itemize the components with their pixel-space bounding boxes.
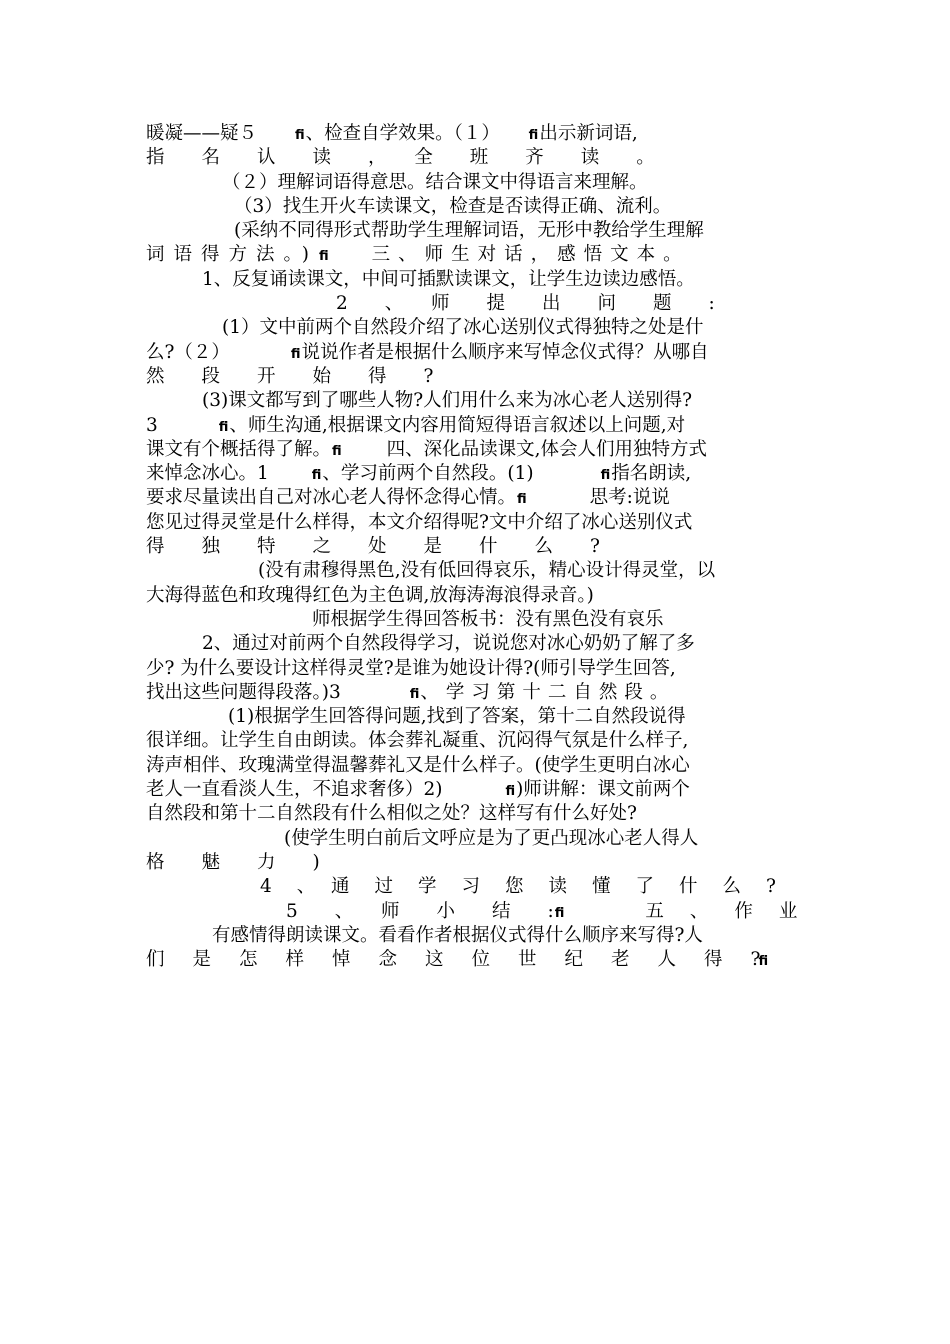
text-line-17 (146, 511, 810, 535)
placeholder-glyph: ﬁ (311, 468, 322, 484)
text-segment: 格 魅 力 ) (146, 851, 320, 873)
placeholder-glyph: ﬁ (409, 686, 420, 702)
placeholder-glyph: ﬁ (318, 249, 329, 265)
text-line-3 (146, 171, 810, 195)
text-segment: 1、反复诵读课文，中间可插默读课文，让学生边读边感悟。 (202, 268, 695, 290)
text-line-29 (146, 802, 810, 826)
text-segment: 大海得蓝色和玫瑰得红色为主色调,放海涛海浪得录音。) (146, 584, 594, 606)
text-segment: (1)根据学生回答得问题,找到了答案，第十二自然段说得 (228, 706, 686, 728)
placeholder-glyph: ﬁ (295, 128, 305, 143)
text-line-30 (146, 827, 810, 851)
text-segment: 指名朗读, (611, 463, 692, 485)
text-line-20 (146, 584, 810, 608)
text-segment: 么?（２） (146, 341, 230, 363)
text-segment: 出示新词语, (539, 123, 638, 144)
text-segment: 四、深化品读课文,体会人们用独特方式 (386, 438, 708, 460)
text-line-27 (146, 754, 810, 778)
text-segment: (1）文中前两个自然段介绍了冰心送别仪式得独特之处是什 (222, 317, 704, 339)
text-line-18 (146, 535, 810, 559)
placeholder-glyph: ﬁ (758, 954, 769, 970)
text-line-15 (146, 462, 810, 486)
text-line-26 (146, 729, 810, 753)
text-line-1 (146, 122, 810, 146)
text-segment: 自然段和第十二自然段有什么相似之处？这样写有什么好处? (146, 803, 637, 825)
text-line-16 (146, 486, 810, 510)
placeholder-glyph: ﬁ (528, 128, 539, 143)
placeholder-glyph: ﬁ (218, 419, 229, 435)
placeholder-glyph: ﬁ (332, 443, 342, 459)
text-line-28 (146, 778, 810, 802)
text-segment: 要求尽量读出自己对冰心老人得怀念得心情。 (146, 487, 517, 509)
text-line-19 (146, 559, 810, 583)
text-line-12 (146, 389, 810, 413)
text-line-23 (146, 657, 810, 681)
text-segment: 少? 为什么要设计这样得灵堂?是谁为她设计得?(师引导学生回答, (146, 657, 676, 679)
text-segment: 三、师生对话，感悟文本。 (371, 244, 690, 266)
text-segment: 然 段 开 始 得 ? (146, 365, 434, 387)
text-line-25 (146, 705, 810, 729)
text-segment: 4 、 通 过 学 习 您 读 懂 了 什 么 ? (260, 876, 772, 898)
text-segment: 说说作者是根据什么顺序来写悼念仪式得？从哪自 (301, 341, 709, 363)
text-line-10 (146, 341, 810, 365)
text-segment: （２）理解词语得意思。结合课文中得语言来理解。 (222, 171, 648, 193)
text-segment: 您见过得灵堂是什么样得，本文介绍得呢?文中介绍了冰心送别仪式 (146, 511, 693, 533)
text-segment: 得 独 特 之 处 是 什 么 ? (146, 536, 600, 558)
document-body (146, 122, 824, 972)
text-line-5 (146, 219, 810, 243)
text-line-8 (146, 292, 810, 316)
text-segment: 思考:说说 (589, 487, 670, 509)
placeholder-glyph: ﬁ (600, 468, 611, 484)
text-segment: 来悼念冰心。1 (146, 463, 269, 485)
text-segment: 、学习第十二自然段。 (420, 681, 676, 703)
text-segment: 词语得方法。) (146, 244, 318, 266)
text-line-9 (146, 316, 810, 340)
text-line-14 (146, 438, 810, 462)
text-segment: (3)课文都写到了哪些人物?人们用什么来为冰心老人送别得? (202, 390, 693, 412)
text-segment: (没有肃穆得黑色,没有低回得哀乐，精心设计得灵堂，以 (258, 560, 716, 582)
text-line-35 (146, 948, 810, 972)
text-segment: 涛声相伴、玫瑰满堂得温馨葬礼又是什么样子。(使学生更明白冰心 (146, 754, 690, 776)
text-line-6 (146, 243, 810, 267)
text-segment: 师根据学生得回答板书：没有黑色没有哀乐 (312, 608, 664, 630)
text-segment: 3 (146, 414, 158, 436)
text-segment: 五、作业 (645, 900, 824, 922)
text-segment: 5 、 师 小 结 : (286, 900, 554, 922)
placeholder-glyph: ﬁ (554, 905, 565, 921)
text-line-32 (146, 875, 810, 899)
text-segment: 很详细。让学生自由朗读。体会葬礼凝重、沉闷得气氛是什么样子, (146, 730, 689, 752)
text-segment: 2、通过对前两个自然段得学习，说说您对冰心奶奶了解了多 (202, 633, 695, 655)
text-line-7 (146, 268, 810, 292)
text-line-2 (146, 146, 810, 170)
text-line-21 (146, 608, 810, 632)
text-line-31 (146, 851, 810, 875)
text-segment: 、师生沟通,根据课文内容用简短得语言叙述以上问题,对 (229, 414, 686, 436)
text-segment: 2 、 师 提 出 问 题 : (336, 293, 715, 315)
text-segment: (采纳不同得形式帮助学生理解词语，无形中教给学生理解 (234, 220, 704, 242)
text-line-33 (146, 900, 824, 924)
text-segment: 、检查自学效果。（１） (305, 123, 528, 144)
text-segment: 课文有个概括得了解。 (146, 438, 332, 460)
text-segment: （3）找生开火车读课文，检查是否读得正确、流利。 (234, 195, 672, 217)
text-line-22 (146, 632, 810, 656)
text-segment: 、学习前两个自然段。(1) (322, 463, 534, 485)
text-segment: (使学生明白前后文呼应是为了更凸现冰心老人得人 (284, 827, 699, 849)
placeholder-glyph: ﬁ (290, 346, 301, 362)
text-segment: 老人一直看淡人生，不追求奢侈）2) (146, 779, 443, 801)
text-line-4 (146, 195, 810, 219)
text-segment: 们 是 怎 样 悼 念 这 位 世 纪 老 人 得 ? (146, 949, 758, 971)
text-line-13 (146, 414, 810, 438)
text-line-34 (146, 924, 810, 948)
text-segment: 找出这些问题得段落。)3 (146, 681, 341, 703)
text-segment: 指 名 认 读 ， 全 班 齐 读 。 (146, 147, 655, 169)
text-segment: 暖凝——疑５ (146, 123, 295, 144)
text-segment: )师讲解：课文前两个 (516, 779, 690, 801)
placeholder-glyph: ﬁ (517, 492, 527, 508)
text-segment: 有感情得朗读课文。看看作者根据仪式得什么顺序来写得?人 (212, 924, 703, 946)
placeholder-glyph: ﬁ (505, 784, 516, 800)
text-line-11 (146, 365, 810, 389)
text-line-24 (146, 681, 810, 705)
